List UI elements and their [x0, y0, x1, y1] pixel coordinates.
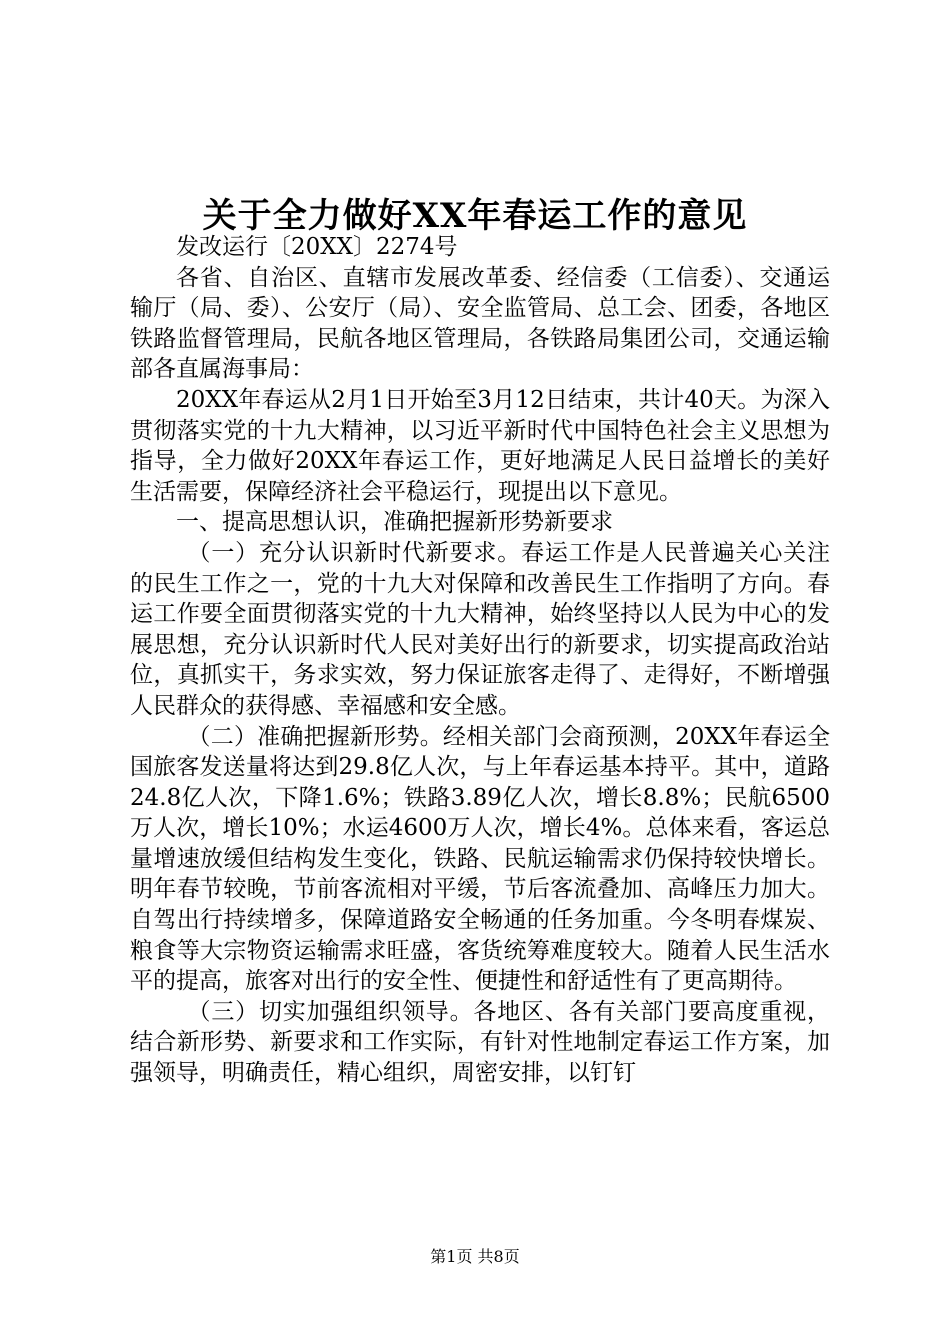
document-number: 发改运行〔20XX〕2274号: [176, 234, 458, 260]
document-body: [130, 232, 830, 1089]
paragraph-item-3: （三）切实加强组织领导。各地区、各有关部门要高度重视，结合新形势、新要求和工作实际，有针对性地制定春运工作方案，加强领导，明确责任，精心组织，周密安排，以钉钉: [130, 998, 830, 1087]
section-heading: 一、提高思想认识，准确把握新形势新要求: [176, 509, 613, 536]
page-footer: 第1页 共8页: [430, 1247, 520, 1266]
document-title: 关于全力做好XX年春运工作的意见: [202, 196, 748, 236]
paragraph-item-1: （一）充分认识新时代新要求。春运工作是人民普遍关心关注的民生工作之一，党的十九大对保障和改善民生工作指明了方向。春运工作要全面贯彻落实党的十九大精神，始终坚持以人民为中心的发展思想，充分认识新时代人民对美好出行的新要求，切实提高政治站位，真抓实干，务求实效，努力保证旅客走得了、走得好，不断增强人民群众的获得感、幸福感和安全感。: [130, 539, 830, 719]
paragraph-item-2: （二）准确把握新形势。经相关部门会商预测，20XX年春运全国旅客发送量将达到29.8亿人次，与上年春运基本持平。其中，道路24.8亿人次，下降1.6%；铁路3.89亿人次，增长8.8%；民航6500万人次，增长10%；水运4600万人次，增长4%。总体来看，客运总量增速放缓但结构发生变化，铁路、民航运输需求仍保持较快增长。明年春节较晚，节前客流相对平缓，节后客流叠加、高峰压力加大。自驾出行持续增多，保障道路安全畅通的任务加重。今冬明春煤炭、粮食等大宗物资运输需求旺盛，客货统筹难度较大。随着人民生活水平的提高，旅客对出行的安全性、便捷性和舒适性有了更高期待。: [130, 723, 830, 995]
intro-paragraph: 20XX年春运从2月1日开始至3月12日结束，共计40天。为深入贯彻落实党的十九大精神，以习近平新时代中国特色社会主义思想为指导，全力做好20XX年春运工作，更好地满足人民日益增长的美好生活需要，保障经济社会平稳运行，现提出以下意见。: [130, 386, 830, 505]
addressees-paragraph: 各省、自治区、直辖市发展改革委、经信委（工信委）、交通运输厅（局、委）、公安厅（局）、安全监管局、总工会、团委，各地区铁路监督管理局，民航各地区管理局，各铁路局集团公司，交通运输部各直属海事局：: [130, 264, 830, 383]
